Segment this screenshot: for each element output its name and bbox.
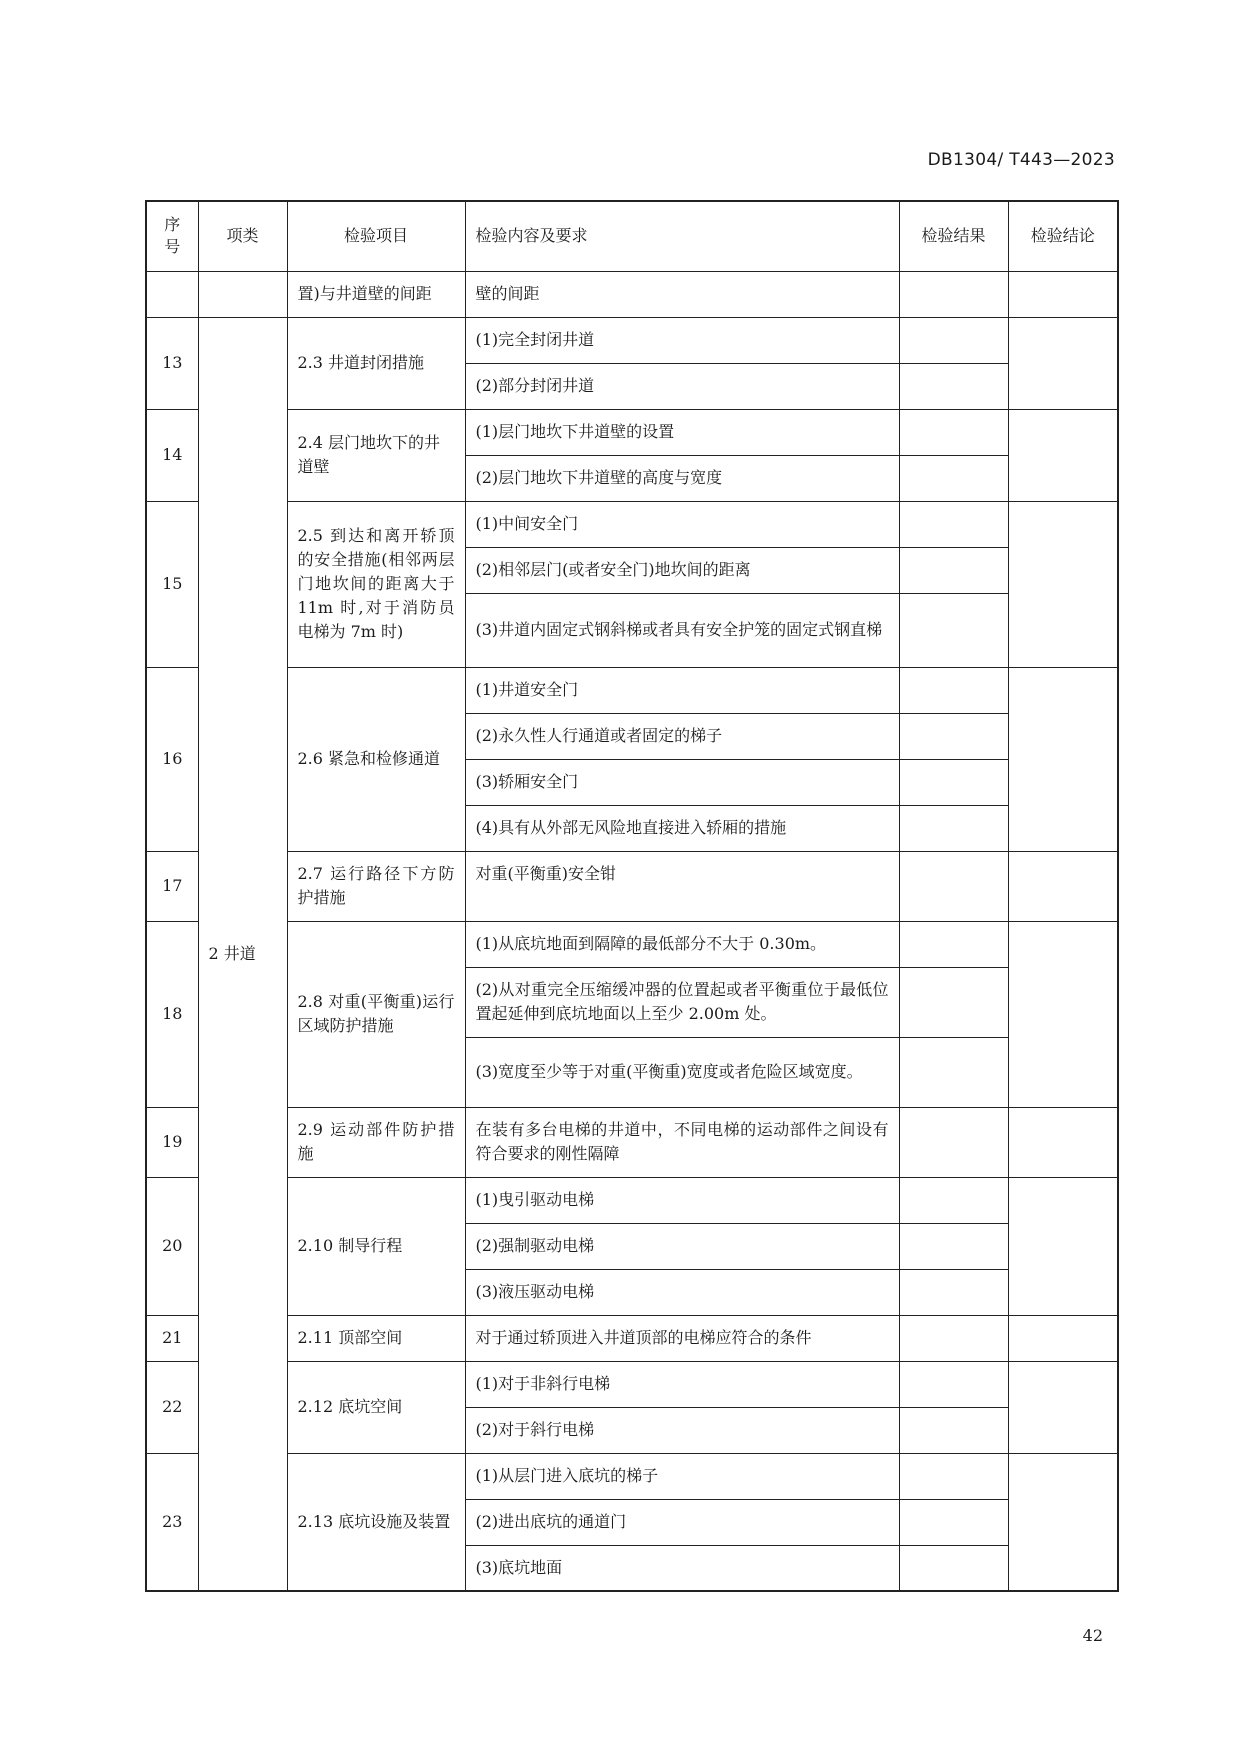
cell-result[interactable] <box>899 501 1008 547</box>
cell-item: 2.10 制导行程 <box>287 1177 465 1315</box>
table-row <box>146 1315 1118 1361</box>
cell-requirement: (1)从层门进入底坑的梯子 <box>465 1453 899 1499</box>
cell-result[interactable] <box>899 921 1008 967</box>
cell-requirement: (2)从对重完全压缩缓冲器的位置起或者平衡重位于最低位置起延伸到底坑地面以上至少 2.00m 处。 <box>465 967 899 1037</box>
cell-result[interactable] <box>899 805 1008 851</box>
cell-seq: 20 <box>146 1177 198 1315</box>
cell-item: 2.11 顶部空间 <box>287 1315 465 1361</box>
table-row <box>146 1177 1118 1223</box>
cell-requirement: (3)宽度至少等于对重(平衡重)宽度或者危险区域宽度。 <box>465 1037 899 1107</box>
cell-requirement: 对于通过轿顶进入井道顶部的电梯应符合的条件 <box>465 1315 899 1361</box>
page-number: 42 <box>1082 1626 1103 1645</box>
cell-result[interactable] <box>899 593 1008 667</box>
cell-requirement: (4)具有从外部无风险地直接进入轿厢的措施 <box>465 805 899 851</box>
cell-conclusion[interactable] <box>1008 1315 1118 1361</box>
cell-result[interactable] <box>899 547 1008 593</box>
cell-item: 置)与井道壁的间距 <box>287 271 465 317</box>
cell-conclusion <box>1008 271 1118 317</box>
cell-result <box>899 271 1008 317</box>
cell-requirement: (2)相邻层门(或者安全门)地坎间的距离 <box>465 547 899 593</box>
table-row <box>146 317 1118 363</box>
table-row <box>146 1107 1118 1177</box>
cell-conclusion[interactable] <box>1008 1361 1118 1453</box>
cell-seq: 14 <box>146 409 198 501</box>
cell-result[interactable] <box>899 1037 1008 1107</box>
cell-item: 2.4 层门地坎下的井道壁 <box>287 409 465 501</box>
cell-conclusion[interactable] <box>1008 851 1118 921</box>
cell-seq: 19 <box>146 1107 198 1177</box>
cell-result[interactable] <box>899 967 1008 1037</box>
table-row <box>146 921 1118 967</box>
cell-requirement: (3)液压驱动电梯 <box>465 1269 899 1315</box>
cell-conclusion[interactable] <box>1008 921 1118 1107</box>
header-requirement: 检验内容及要求 <box>465 201 899 271</box>
cell-result[interactable] <box>899 363 1008 409</box>
cell-requirement: (3)井道内固定式钢斜梯或者具有安全护笼的固定式钢直梯 <box>465 593 899 667</box>
cell-result[interactable] <box>899 1361 1008 1407</box>
header-conclusion: 检验结论 <box>1008 201 1118 271</box>
cell-item: 2.9 运动部件防护措施 <box>287 1107 465 1177</box>
cell-conclusion[interactable] <box>1008 667 1118 851</box>
cell-requirement: 壁的间距 <box>465 271 899 317</box>
cell-item: 2.3 井道封闭措施 <box>287 317 465 409</box>
cell-seq: 22 <box>146 1361 198 1453</box>
cell-requirement: (1)从底坑地面到隔障的最低部分不大于 0.30m。 <box>465 921 899 967</box>
cell-seq: 17 <box>146 851 198 921</box>
cell-requirement: (2)层门地坎下井道壁的高度与宽度 <box>465 455 899 501</box>
cell-requirement: 在装有多台电梯的井道中，不同电梯的运动部件之间设有符合要求的刚性隔障 <box>465 1107 899 1177</box>
cell-result[interactable] <box>899 667 1008 713</box>
cell-requirement: (1)完全封闭井道 <box>465 317 899 363</box>
cell-result[interactable] <box>899 409 1008 455</box>
cell-requirement: 对重(平衡重)安全钳 <box>465 851 899 921</box>
header-result: 检验结果 <box>899 201 1008 271</box>
cell-seq: 21 <box>146 1315 198 1361</box>
cell-result[interactable] <box>899 713 1008 759</box>
cell-result[interactable] <box>899 1545 1008 1591</box>
cell-result[interactable] <box>899 1107 1008 1177</box>
cell-result[interactable] <box>899 455 1008 501</box>
table-header-row <box>146 201 1118 271</box>
table-row <box>146 1453 1118 1499</box>
table-row <box>146 409 1118 455</box>
cell-requirement: (3)底坑地面 <box>465 1545 899 1591</box>
cell-result[interactable] <box>899 317 1008 363</box>
cell-result[interactable] <box>899 1269 1008 1315</box>
cell-category: 2 井道 <box>198 317 287 1591</box>
document-code: DB1304/ T443—2023 <box>927 150 1115 170</box>
table-row <box>146 271 1118 317</box>
cell-seq: 18 <box>146 921 198 1107</box>
table-row <box>146 501 1118 547</box>
cell-item: 2.8 对重(平衡重)运行区域防护措施 <box>287 921 465 1107</box>
cell-requirement: (1)对于非斜行电梯 <box>465 1361 899 1407</box>
table-row <box>146 851 1118 921</box>
cell-requirement: (2)强制驱动电梯 <box>465 1223 899 1269</box>
cell-item: 2.7 运行路径下方防护措施 <box>287 851 465 921</box>
table-row <box>146 667 1118 713</box>
cell-seq: 23 <box>146 1453 198 1591</box>
cell-result[interactable] <box>899 851 1008 921</box>
cell-conclusion[interactable] <box>1008 1453 1118 1591</box>
inspection-table <box>145 200 1119 1592</box>
cell-requirement: (2)对于斜行电梯 <box>465 1407 899 1453</box>
cell-result[interactable] <box>899 1499 1008 1545</box>
table-row <box>146 1361 1118 1407</box>
cell-seq: 16 <box>146 667 198 851</box>
cell-conclusion[interactable] <box>1008 501 1118 667</box>
cell-requirement: (1)层门地坎下井道壁的设置 <box>465 409 899 455</box>
header-seq: 序号 <box>146 201 198 271</box>
cell-conclusion[interactable] <box>1008 1177 1118 1315</box>
cell-requirement: (1)曳引驱动电梯 <box>465 1177 899 1223</box>
cell-item: 2.6 紧急和检修通道 <box>287 667 465 851</box>
cell-result[interactable] <box>899 759 1008 805</box>
header-category: 项类 <box>198 201 287 271</box>
cell-result[interactable] <box>899 1453 1008 1499</box>
cell-requirement: (1)井道安全门 <box>465 667 899 713</box>
cell-conclusion[interactable] <box>1008 409 1118 501</box>
cell-seq: 15 <box>146 501 198 667</box>
cell-conclusion[interactable] <box>1008 1107 1118 1177</box>
cell-result[interactable] <box>899 1223 1008 1269</box>
cell-requirement: (1)中间安全门 <box>465 501 899 547</box>
cell-item: 2.5 到达和离开轿顶的安全措施(相邻两层门地坎间的距离大于 11m 时,对于消防员电梯为 7m 时) <box>287 501 465 667</box>
cell-seq <box>146 271 198 317</box>
cell-conclusion[interactable] <box>1008 317 1118 409</box>
cell-result[interactable] <box>899 1177 1008 1223</box>
cell-requirement: (2)进出底坑的通道门 <box>465 1499 899 1545</box>
cell-requirement: (2)永久性人行通道或者固定的梯子 <box>465 713 899 759</box>
cell-item: 2.12 底坑空间 <box>287 1361 465 1453</box>
cell-item: 2.13 底坑设施及装置 <box>287 1453 465 1591</box>
cell-requirement: (3)轿厢安全门 <box>465 759 899 805</box>
cell-result[interactable] <box>899 1407 1008 1453</box>
cell-seq: 13 <box>146 317 198 409</box>
header-item: 检验项目 <box>287 201 465 271</box>
cell-requirement: (2)部分封闭井道 <box>465 363 899 409</box>
cell-result[interactable] <box>899 1315 1008 1361</box>
cell-category <box>198 271 287 317</box>
